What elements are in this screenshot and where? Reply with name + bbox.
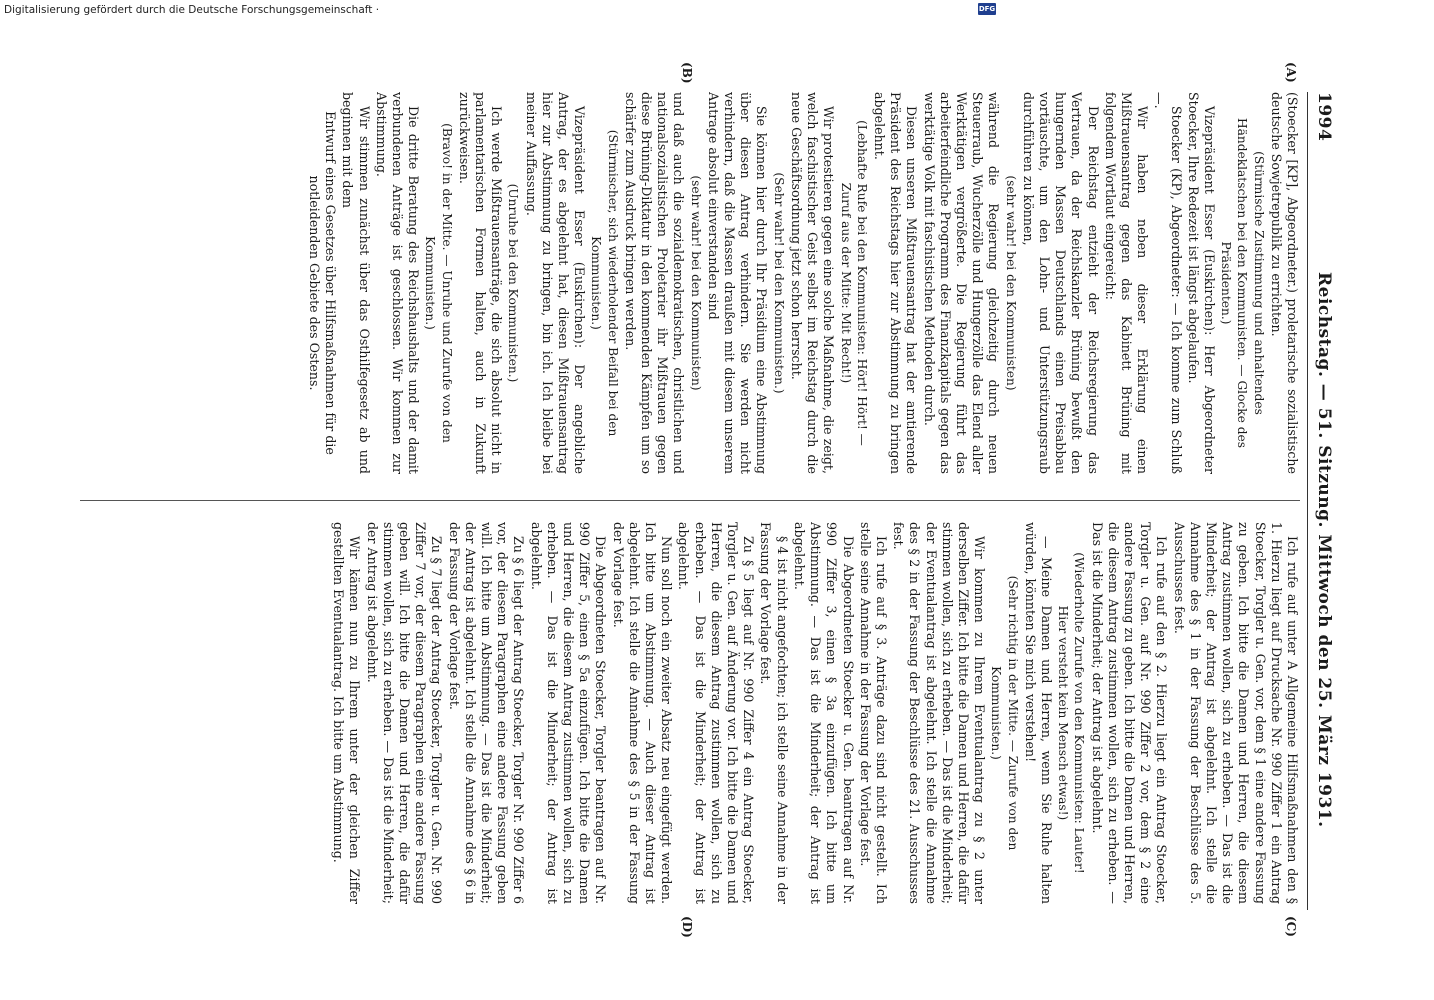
header-rule: [1307, 92, 1308, 910]
stage-direction: (Bravo! in der Mitte. — Unruhe und Zurufe von den Kommunisten.): [423, 123, 454, 443]
column-divider: [80, 500, 1300, 501]
footer-credit: Digitalisierung gefördert durch die Deutsche Forschungsgemeinschaft ·: [4, 4, 380, 16]
paragraph: Wir protestieren gegen eine solche Maßnahme, die zeigt, welch faschistischer Geist selbst im Reichstag durch die neue Geschäftsordnung jetzt schon herrscht.: [788, 92, 837, 474]
margin-mark-d: (D): [680, 916, 694, 938]
stage-direction: (Unruhe bei den Kommunisten.): [506, 183, 521, 383]
paragraph: Die Abgeordneten Stoecker u. Gen. beantragen auf Nr. 990 Ziffer 3, einen § 3a einzufügen. Ich bitte um Abstimmung. — Das ist die Minderheit; der Antrag ist abgelehnt.: [791, 522, 856, 904]
stage-direction: (sehr wahr! bei den Kommunisten): [688, 175, 703, 391]
margin-mark-a: (A): [1284, 62, 1298, 83]
paragraph: (Stoecker [KP], Abgeordneter.) proletarische sozialistische deutsche Sowjetrepublik zu errichten.: [1268, 92, 1300, 474]
paragraph: Der Reichstag entzieht der Reichsregierung das Vertrauen, da der Reichskanzler Brüning bewußt den hungernden Massen Deutschlands einen Preisabbau vortäuschte, um den Lohn- und Unterstützungsraub durchführen zu können,: [1020, 92, 1101, 474]
stage-direction: (Lebhafte Rufe bei den Kommunisten: Hört! Hört! — Zuruf aus der Mitte: Mit Recht!): [838, 120, 869, 446]
paragraph: Nun soll noch ein zweiter Absatz neu eingefügt werden. Ich bitte um Abstimmung. — Auch dieser Antrag ist abgelehnt. Ich stelle die Annahme des § 5 in der Fassung der Vorlage fest.: [610, 522, 675, 904]
paragraph: Vizepräsident Esser (Euskirchen): Der angebliche Antrag, der es abgelehnt hat, diesen Mißtrauensantrag hier zur Abstimmung zu bringen, bin ich. Ich bleibe bei meiner Auffassung.: [523, 92, 588, 474]
page-number: 1994: [1314, 92, 1334, 142]
left-column: [80, 92, 1300, 474]
paragraph: § 4 ist nicht angefochten; ich stelle seine Annahme in der Fassung der Vorlage fest.: [758, 522, 790, 904]
page-header: [1310, 92, 1334, 910]
stage-direction: (Stürmische Zustimmung und anhaltendes Händeklatschen bei den Kommunisten. — Glocke des Präsidenten.): [1219, 118, 1266, 448]
paragraph: Wir kämen nun zu Ihrem unter der gleichen Ziffer gestellten Eventualantrag. Ich bitte um Abstimmung.: [331, 522, 363, 904]
paragraph: während die Regierung gleichzeitig durch neuen Steuerraub, Wucherzölle und Hungerzölle das Elend aller Werktätigen vergrößerte. Die Regierung führt das arbeiterfeindliche Programm des Finanzkapitals gegen das werktätige Volk mit faschistischen Methoden durch.: [921, 92, 1002, 474]
paragraph: Ich rufe auf den § 2. Hierzu liegt ein Antrag Stoecker, Torgler u. Gen. auf Nr. 990 Ziffer 2 vor, dem § 2 eine andere Fassung zu geben. Ich bitte die Damen und Herren, die diesem Antrag zustimmen wollen, sich zu erheben. — Das ist die Minderheit; der Antrag ist abgelehnt.: [1089, 522, 1170, 904]
paragraph: Zu § 7 liegt der Antrag Stoecker, Torgler u. Gen. Nr. 990 Ziffer 7 vor, der diesem Paragraphen eine andere Fassung geben will. Ich bitte die Damen und Herren, die dafür stimmen wollen, sich zu erheben. — Das ist die Minderheit; der Antrag ist abgelehnt.: [364, 522, 445, 904]
stage-direction: (Wiederholte Zurufe von den Kommunisten: Lauter! Hier versteht kein Mensch etwas!): [1056, 552, 1087, 874]
paragraph: — Meine Damen und Herren, wenn Sie Ruhe halten würden, könnten Sie mich verstehen!: [1022, 522, 1054, 904]
margin-mark-b: (B): [680, 62, 694, 84]
stage-direction: (Sehr richtig in der Mitte. — Zurufe von den Kommunisten.): [989, 575, 1020, 851]
paragraph: Ich rufe auf § 3. Anträge dazu sind nicht gestellt. Ich stelle seine Annahme in der Fassung der Vorlage fest.: [857, 522, 889, 904]
paragraph: Ich werde Mißtrauensanträge, die sich absolut nicht in parlamentarischen Formen halten, auch in Zukunft zurückweisen.: [456, 92, 505, 474]
stage-direction: (Sehr wahr! bei den Kommunisten.): [771, 172, 786, 394]
paragraph: Stoecker (KP), Abgeordneter: — Ich komme zum Schluß —.: [1152, 92, 1184, 474]
paragraph: Zu § 5 liegt auf Nr. 990 Ziffer 4 ein Antrag Stoecker, Torgler u. Gen. auf Änderung vor. Ich bitte die Damen und Herren, die diesem Antrag zustimmen wollen, sich zu erheben. — Das ist die Minderheit; der Antrag ist abgelehnt.: [676, 522, 757, 904]
stage-direction: (sehr wahr! bei den Kommunisten): [1003, 175, 1018, 391]
paragraph: Sie können hier durch Ihr Präsidium eine Abstimmung über diesen Antrag verhindern. Sie werden nicht verhindern, daß die Massen draußen mit diesem unserem Antrage absolut einverstanden sind: [705, 92, 770, 474]
paragraph: Vizepräsident Esser (Euskirchen): Herr Abgeordneter Stoecker, Ihre Redezeit ist längst abgelaufen.: [1185, 92, 1217, 474]
right-column: [80, 522, 1300, 904]
paragraph: Ich rufe auf unter A Allgemeine Hilfsmaßnahmen den § 1. Hierzu liegt auf Drucksache Nr. 990 Ziffer 1 ein Antrag Stoecker, Torgler u. Gen. vor, dem § 1 eine andere Fassung zu geben. Ich bitte die Damen und Herren, die diesem Antrag zustimmen wollen, sich zu erheben. — Das ist die Minderheit; der Antrag ist abgelehnt. Ich stelle die Annahme des § 1 in der Fassung der Beschlüsse des 5. Ausschusses fest.: [1171, 522, 1300, 904]
paragraph: und daß auch die sozialdemokratischen, christlichen und nationalsozialistischen Proletarier ihr Mißtrauen gegen diese Brüning-Diktatur in den kommenden Kämpfen um so schärfer zum Ausdruck bringen werden.: [622, 92, 687, 474]
page-title: Reichstag. — 51. Sitzung. Mittwoch den 25. März 1931.: [1314, 272, 1334, 828]
page-footer: [0, 0, 1000, 20]
paragraph: Wir kommen zu Ihrem Eventualantrag zu § 2 unter derselben Ziffer. Ich bitte die Damen und Herren, die dafür stimmen wollen, sich zu erheben. — Das ist die Minderheit; der Eventualantrag ist abgelehnt. Ich stelle die Annahme des § 2 in der Fassung der Beschlüsse des 21. Ausschusses fest.: [891, 522, 988, 904]
dfg-logo: DFG: [978, 5, 996, 13]
stage-direction: (Stürmischer, sich wiederholender Beifall bei den Kommunisten.): [589, 129, 620, 437]
paragraph: Die dritte Beratung des Reichshaushalts und der damit verbundenen Anträge ist geschlossen. Wir kommen zur Abstimmung.: [373, 92, 422, 474]
page-content: [74, 62, 1334, 938]
paragraph: Entwurf eines Gesetzes über Hilfsmaßnahmen für die notleidenden Gebiete des Ostens.: [307, 111, 339, 455]
paragraph: Zu § 6 liegt der Antrag Stoecker, Torgler Nr. 990 Ziffer 6 vor, der diesem Paragraphen eine andere Fassung geben will. Ich bitte um Abstimmung. — Das ist die Minderheit; der Antrag ist abgelehnt. Ich stelle die Annahme des § 6 in der Fassung der Vorlage fest.: [446, 522, 527, 904]
paragraph: Diesen unseren Mißtrauensantrag hat der amtierende Präsident des Reichstags hier zur Abstimmung zu bringen abgelehnt.: [871, 92, 920, 474]
paragraph: Wir haben neben dieser Erklärung einen Mißtrauensantrag gegen das Kabinett Brüning mit folgendem Wortlaut eingereicht:: [1102, 92, 1151, 474]
paragraph: Die Abgeordneten Stoecker, Torgler beantragen auf Nr. 990 Ziffer 5, einen § 5a einzufügen. Ich bitte die Damen und Herren, die diesem Antrag zustimmen wollen, sich zu erheben. — Das ist die Minderheit; der Antrag ist abgelehnt.: [528, 522, 609, 904]
margin-mark-c: (C): [1284, 916, 1298, 937]
paragraph: Wir stimmen zunächst über das Osthilfegesetz ab und beginnen mit dem: [340, 92, 372, 474]
